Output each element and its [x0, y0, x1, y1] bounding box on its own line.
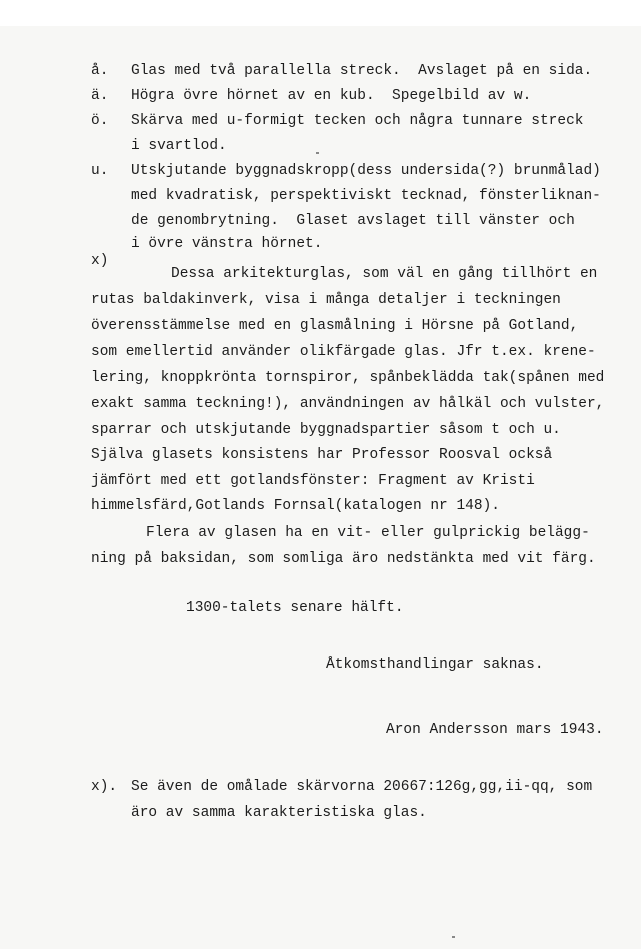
- stray-mark: [452, 936, 455, 938]
- paragraph-line: himmelsfärd,Gotlands Fornsal(katalogen nr 148).: [91, 498, 500, 514]
- paragraph-line: jämfört med ett gotlandsfönster: Fragment av Kristi: [91, 473, 535, 489]
- list-item-text: de genombrytning. Glaset avslaget till vänster och: [131, 213, 575, 229]
- list-marker-o-umlaut: ö.: [91, 113, 109, 129]
- dating-line: 1300-talets senare hälft.: [186, 600, 404, 616]
- list-marker-a-ring: å.: [91, 63, 109, 79]
- page-top-margin: [0, 0, 641, 26]
- list-item-text: Utskjutande byggnadskropp(dess undersida(?) brunmålad): [131, 163, 601, 179]
- list-marker-u: u.: [91, 163, 109, 179]
- list-item-text: Skärva med u-formigt tecken och några tunnare streck: [131, 113, 584, 129]
- paragraph-line: Flera av glasen ha en vit- eller gulprickig belägg-: [146, 525, 590, 541]
- footnote-line: Se även de omålade skärvorna 20667:126g,gg,ii-qq, som: [131, 779, 593, 795]
- signature-line: Aron Andersson mars 1943.: [386, 722, 604, 738]
- footnote-reference: x): [91, 253, 109, 269]
- list-item-text: med kvadratisk, perspektiviskt tecknad, fönsterliknan-: [131, 188, 601, 204]
- list-item-text: Glas med två parallella streck. Avslaget på en sida.: [131, 63, 593, 79]
- paragraph-line: rutas baldakinverk, visa i många detaljer i teckningen: [91, 292, 561, 308]
- paragraph-line: sparrar och utskjutande byggnadspartier såsom t och u.: [91, 422, 561, 438]
- list-marker-a-umlaut: ä.: [91, 88, 109, 104]
- paragraph-line: som emellertid använder olikfärgade glas. Jfr t.ex. krene-: [91, 344, 596, 360]
- stray-mark: [316, 152, 319, 154]
- footnote-line: äro av samma karakteristiska glas.: [131, 805, 427, 821]
- acquisition-note: Åtkomsthandlingar saknas.: [326, 657, 544, 673]
- list-item-text: Högra övre hörnet av en kub. Spegelbild av w.: [131, 88, 532, 104]
- footnote-marker: x).: [91, 779, 118, 795]
- paragraph-line: Själva glasets konsistens har Professor Roosval också: [91, 447, 553, 463]
- paragraph-line: Dessa arkitekturglas, som väl en gång tillhört en: [171, 266, 598, 282]
- paragraph-line: exakt samma teckning!), användningen av hålkäl och vulster,: [91, 396, 605, 412]
- paragraph-line: ning på baksidan, som somliga äro nedstänkta med vit färg.: [91, 551, 596, 567]
- paragraph-line: överensstämmelse med en glasmålning i Hörsne på Gotland,: [91, 318, 579, 334]
- paragraph-line: lering, knoppkrönta tornspiror, spånbeklädda tak(spånen med: [91, 370, 605, 386]
- list-item-text: i övre vänstra hörnet.: [131, 236, 323, 252]
- list-item-text: i svartlod.: [131, 138, 227, 154]
